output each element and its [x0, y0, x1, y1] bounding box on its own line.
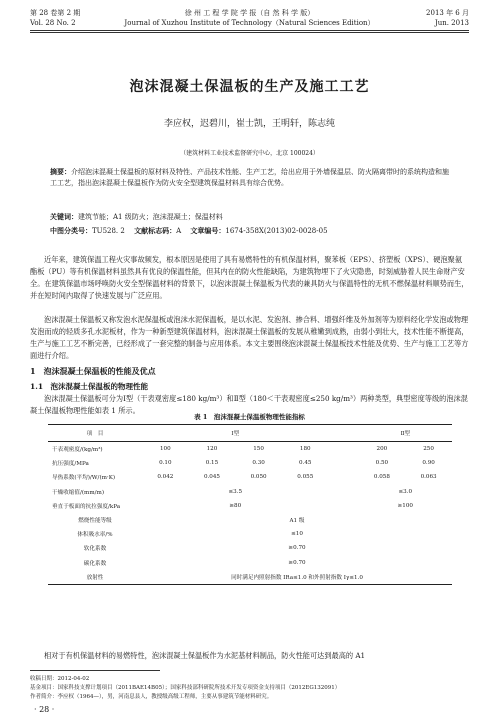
- table-cell: 0.050: [250, 474, 267, 481]
- continuation-paragraph: 相对于有机保温材料的易燃特性，泡沫混凝土保温板作为水泥基材料制品，防火性能可达到最高的 A1: [44, 651, 366, 660]
- keywords-text: 建筑节能；A1 级防火；泡沫混凝土；保温材料: [78, 213, 223, 221]
- table-cell: 150: [253, 446, 264, 453]
- table-caption: 表 1 泡沫混凝土保温板物理性能指标: [194, 413, 305, 421]
- table-cell: 250: [423, 446, 434, 453]
- keywords: [50, 212, 450, 222]
- table-cell: 0.055: [297, 474, 314, 481]
- table-row: [48, 470, 452, 484]
- abstract-label: 摘要：: [50, 167, 71, 176]
- journal-name-cn: 徐 州 工 程 学 院 学 报（自 然 科 学 版）: [184, 9, 315, 17]
- table-cell: 0.15: [205, 460, 219, 467]
- row-label: 碳化系数: [83, 560, 107, 567]
- table-cell: 120: [206, 446, 218, 453]
- footnote-author: 作者简介：李应权（1964—），男，河南息县人，教授级高级工程师，主要从事建筑节能材料研究。: [30, 694, 273, 700]
- row-label: 体积吸水率/%: [77, 532, 113, 539]
- journal-name-en: Journal of Xuzhou Institute of Technology（Natural Sciences Edition）: [124, 19, 375, 27]
- table-cell: ≥0.70: [288, 545, 306, 552]
- volume-en: Vol. 28 No. 2: [30, 19, 76, 27]
- table-cell: 180: [299, 446, 311, 453]
- table-cell: 0.45: [299, 460, 312, 467]
- table-cell: 0.10: [159, 460, 172, 467]
- table-cell: 0.058: [373, 474, 390, 481]
- table-cell: 100: [159, 446, 171, 453]
- column-header-type1: Ⅰ型: [142, 425, 329, 442]
- row-label: 垂直于板面的抗拉强度/kPa: [52, 503, 121, 510]
- clc-label: 中图分类号：: [50, 226, 92, 235]
- author-list: 李应权，迟碧川，崔士凯，王明轩，陈志纯: [163, 119, 335, 129]
- article-id-label: 文章编号：: [190, 226, 226, 235]
- row-label: 燃烧性能等级: [78, 518, 112, 525]
- table-cell: ≤3.0: [398, 488, 413, 495]
- paper-title: 泡沫混凝土保温板的生产及施工工艺: [129, 79, 370, 95]
- footnote-rule: [30, 670, 160, 671]
- date-en: Jun. 2013: [434, 19, 469, 27]
- table-cell: ≥80: [229, 502, 242, 509]
- table-row: [48, 499, 452, 513]
- keywords-label: 关键词：: [50, 212, 78, 221]
- table-cell: ≥100: [397, 502, 413, 509]
- table-cell: ≤3.5: [228, 488, 243, 495]
- abstract: [50, 166, 450, 189]
- table-cell: A1 级: [289, 518, 305, 525]
- table-cell: 0.30: [252, 460, 265, 467]
- date-cn: 2013 年 6 月: [426, 9, 469, 17]
- properties-table: [48, 424, 452, 585]
- row-label: 软化系数: [83, 546, 107, 553]
- clc-value: TU528. 2: [92, 227, 125, 235]
- table-row: [48, 513, 452, 527]
- table-row: [48, 556, 452, 570]
- running-header: [30, 8, 469, 42]
- row-label: 导热系数(平均)/W/(m·K): [52, 475, 116, 482]
- classification-line: [50, 226, 450, 236]
- subsection-heading: 1.1 泡沫混凝土保温板的物理性能: [30, 382, 149, 391]
- footnote-fund: 基金项目：国家科技支撑计划项目（2011BAE14B05）；国家科技部科研院所技术开发专项资金支持项目（2012EG132091）: [30, 685, 341, 691]
- header-rule: [30, 30, 469, 31]
- section-heading: 1 泡沫混凝土保温板的性能及优点: [30, 366, 156, 376]
- doc-code-label: 文献标志码：: [134, 226, 177, 235]
- table-row: [48, 485, 452, 499]
- intro-paragraph-2: 泡沫混凝土保温板又称发泡水泥保温板或泡沫水泥保温板，是以水泥、发泡剂、掺合料、增强纤维及外加剂等为原料经化学发泡或物理发泡而成的轻质多孔水泥板材，作为一种新型建筑保温材料，泡沫混凝土保温板的发展从稚嫩到成熟，由弱小到壮大，技术性能不断提高，生产与施工工艺不断完善，已经形成了一套完整的制备与应用体系。本文主要围绕泡沫混凝土保温板技术性能及优势、生产与施工工艺等方面进行介绍。: [30, 315, 469, 360]
- doc-code-value: A: [176, 227, 182, 235]
- table-row: [48, 456, 452, 470]
- table-header-row: [48, 425, 452, 442]
- abstract-text: 介绍泡沫混凝土保温板的原材料及特性、产品技术性能、生产工艺，给出应用于外墙保温层、防火隔离带时的系统构造和施工工艺，指出泡沫混凝土保温板作为防火安全型建筑保温材料具有综合优势。: [50, 168, 449, 187]
- volume-cn: 第 28 卷第 2 期: [30, 9, 81, 17]
- header-rule: [30, 32, 469, 33]
- row-label: 放射性: [48, 570, 142, 585]
- row-label: 抗压强度/MPa: [52, 461, 89, 468]
- table-cell: ≥0.70: [288, 559, 306, 566]
- column-header-item: 项 目: [48, 425, 142, 442]
- table-row: [48, 442, 452, 457]
- affiliation: （建筑材料工业技术监督研究中心，北京 100024）: [180, 150, 319, 157]
- row-label: 干燥收缩值/(mm/m): [52, 489, 105, 496]
- table-cell: ≤10: [291, 531, 303, 538]
- table-cell: 0.045: [203, 474, 220, 481]
- table-cell: 0.042: [157, 474, 174, 481]
- table-cell: 0.063: [420, 474, 437, 481]
- column-header-type2: Ⅱ型: [359, 425, 452, 442]
- table-row: [48, 541, 452, 555]
- table-cell: 0.50: [375, 460, 389, 467]
- table-row: [48, 570, 452, 585]
- table-row: [48, 527, 452, 541]
- table-cell: 200: [376, 446, 388, 453]
- intro-paragraph-1: 近年来，建筑保温工程火灾事故频发，根本原因是使用了具有易燃特性的有机保温材料，聚苯板（EPS）、挤塑板（XPS）、硬泡聚氨酯板（PU）等有机保温材料虽然具有优良的保温性能，但其内在的防火性能缺陷，为建筑物埋下了火灾隐患，时刻威胁着人民生命财产安全。在建筑保温市场呼唤防火安全型保温材料的背景下，以泡沫混凝土保温板为代表的兼具防火与保温特性的无机不燃保温材料顺势而生，并在短时间内取得了快速发展与广泛应用。: [30, 255, 469, 300]
- table-cell: 0.90: [422, 460, 435, 467]
- row-label: 干表观密度/(kg/m³): [52, 447, 103, 454]
- page-number: · 28 ·: [34, 705, 55, 714]
- section-paragraph: 泡沫混凝土保温板可分为Ⅰ型（干表观密度≤180 kg/m³）和Ⅱ型（180＜干表观密度≤250 kg/m³）两种类型，典型密度等级的泡沫混凝土保温板物理性能如表 1 所示。: [30, 394, 468, 415]
- footnote-received: 收稿日期：2012-04-02: [30, 676, 90, 682]
- table-cell: 同时满足内照射指数 IRa≤1.0 和外照射指数 Iγ≤1.0: [142, 570, 452, 585]
- article-id-value: 1674-358X(2013)02-0028-05: [225, 227, 328, 235]
